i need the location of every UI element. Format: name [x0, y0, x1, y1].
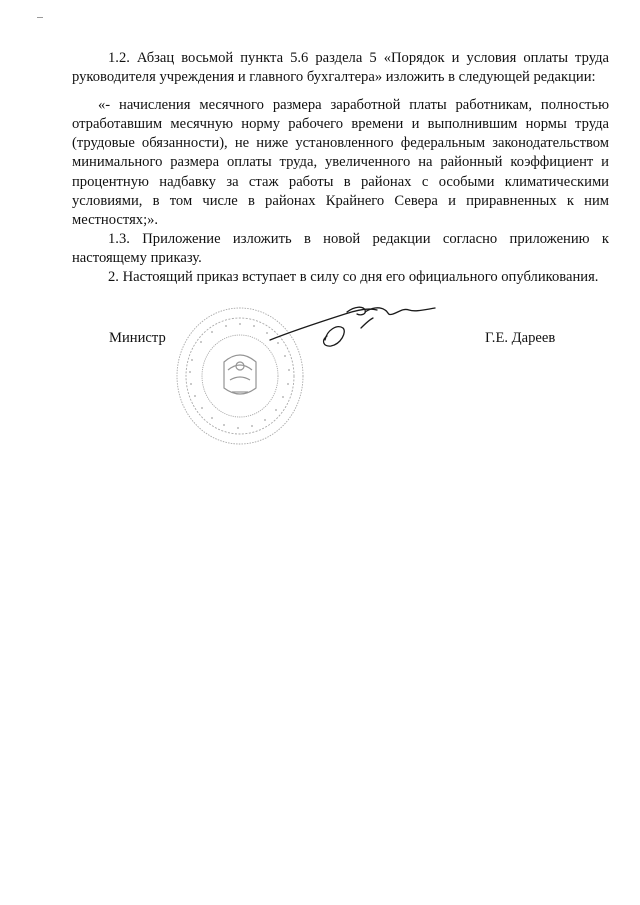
signatory-position: Министр — [109, 330, 166, 346]
handwritten-signature — [265, 300, 440, 360]
paragraph-2: 2. Настоящий приказ вступает в силу со дня его официального опубликования. — [108, 269, 599, 286]
signatory-name: Г.Е. Дареев — [485, 330, 556, 346]
paragraph-1-3: 1.3. Приложение изложить в новой редакции согласно приложению к настоящему приказу. — [72, 230, 609, 266]
paragraph-1-2: 1.2. Абзац восьмой пункта 5.6 раздела 5 «Порядок и условия оплаты труда руководителя учреждения и главного бухгалтера» изложить в следующей редакции: — [72, 50, 609, 86]
paragraph-quote: «- начисления месячного размера заработной платы работникам, полностью отработавшим месячную норму рабочего времени и выполнившим нормы труда (трудовые обязанности), не ниже установленного федеральным законодательством минимального размера оплаты труда, увеличенного на районный коэффициент и процентную надбавку за стаж работы в районах с особыми климатическими условиями, в том числе в районах Крайнего Севера и приравненных к ним местностях;». — [72, 97, 609, 228]
